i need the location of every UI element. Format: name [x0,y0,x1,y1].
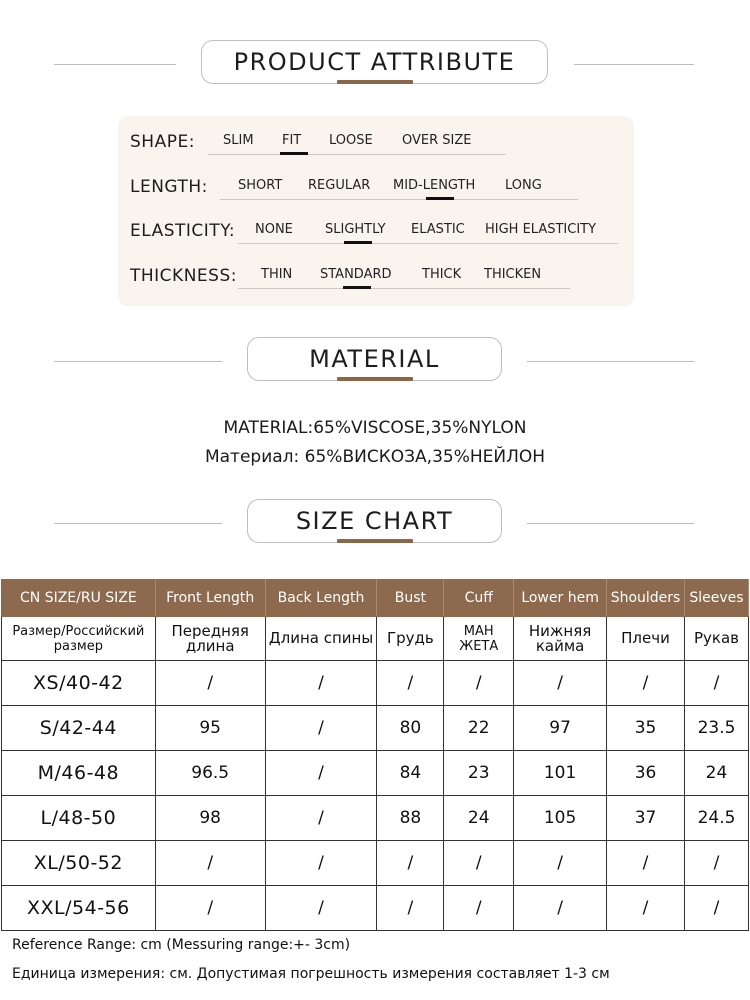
table-cell-size: XS/40-42 [2,661,156,706]
table-cell: / [155,841,265,886]
table-cell: / [607,886,685,931]
table-cell: 24 [685,751,749,796]
column-header-ru: Размер/Российский размер [2,617,156,661]
table-cell: 95 [155,706,265,751]
attribute-label: ELASTICITY: [130,221,236,241]
attribute-option: HIGH ELASTICITY [485,222,597,237]
table-row [2,751,749,796]
table-cell: / [444,886,514,931]
attribute-option: THIN [261,267,293,282]
attribute-underline [220,199,578,200]
selected-marker [426,197,454,200]
table-cell: 84 [377,751,444,796]
product-attribute-header [0,40,750,90]
column-header-ru: Нижняя кайма [514,617,607,661]
table-cell: 24 [444,796,514,841]
table-cell: 22 [444,706,514,751]
table-cell: / [444,661,514,706]
attribute-option: THICK [422,267,462,282]
table-cell: 101 [514,751,607,796]
table-cell: / [607,841,685,886]
header-accent-bar [337,539,413,543]
table-cell: / [685,886,749,931]
table-row [2,841,749,886]
table-cell: 96.5 [155,751,265,796]
table-cell: / [685,841,749,886]
table-cell: 88 [377,796,444,841]
table-cell: / [607,661,685,706]
column-header: Back Length [265,580,377,617]
column-header: Lower hem [514,580,607,617]
attribute-panel [118,116,634,306]
table-cell: / [265,796,377,841]
column-header-ru: Грудь [377,617,444,661]
column-header-ru: Передняя длина [155,617,265,661]
column-header-ru: Рукав [685,617,749,661]
header-divider-right [574,64,694,65]
attribute-label: LENGTH: [130,177,208,197]
column-header: CN SIZE/RU SIZE [2,580,156,617]
table-cell-size: XXL/54-56 [2,886,156,931]
table-cell: / [514,661,607,706]
reference-range-note-en: Reference Range: cm (Messuring range:+- 3cm) [12,937,351,953]
table-row [2,796,749,841]
material-title: MATERIAL [247,337,502,381]
table-cell: 105 [514,796,607,841]
material-composition-ru: Материал: 65%ВИСКОЗА,35%НЕЙЛОН [204,447,546,467]
table-cell: / [155,661,265,706]
selected-marker [344,241,372,244]
selected-marker [280,152,308,155]
table-cell: 37 [607,796,685,841]
size-chart-table [1,579,749,931]
header-divider-right [527,523,694,524]
table-row [2,661,749,706]
attribute-row-elasticity [130,219,630,249]
column-header: Bust [377,580,444,617]
attribute-option-selected: STANDARD [320,267,392,282]
reference-range-note-ru: Единица измерения: см. Допустимая погрешность измерения составляет 1-3 см [12,966,610,982]
size-chart-title: SIZE CHART [247,499,502,543]
product-attribute-title: PRODUCT ATTRIBUTE [201,40,548,84]
table-cell: / [265,706,377,751]
table-cell: 23 [444,751,514,796]
column-header: Sleeves [685,580,749,617]
table-cell: / [265,751,377,796]
attribute-option: NONE [255,222,293,237]
attribute-option: SHORT [238,178,283,193]
size-chart-header [0,499,750,549]
attribute-option: SLIM [223,133,254,148]
table-cell-size: XL/50-52 [2,841,156,886]
table-cell: 24.5 [685,796,749,841]
table-cell: / [514,886,607,931]
table-header-row-en [2,580,749,617]
column-header: Cuff [444,580,514,617]
attribute-row-shape [130,130,630,160]
table-cell-size: L/48-50 [2,796,156,841]
column-header-ru: Плечи [607,617,685,661]
table-cell: 36 [607,751,685,796]
attribute-option-selected: SLIGHTLY [325,222,386,237]
header-accent-bar [337,377,413,381]
attribute-underline [238,243,618,244]
column-header: Shoulders [607,580,685,617]
table-cell: / [265,886,377,931]
selected-marker [343,286,371,289]
attribute-label: THICKNESS: [130,266,237,286]
column-header-ru: МАН ЖЕТА [444,617,514,661]
material-header [0,337,750,387]
attribute-option: REGULAR [308,178,371,193]
attribute-option-selected: MID-LENGTH [393,178,476,193]
header-divider-left [54,523,222,524]
attribute-label: SHAPE: [130,132,195,152]
header-divider-right [527,361,694,362]
table-cell: 35 [607,706,685,751]
table-cell: 80 [377,706,444,751]
table-cell: / [265,841,377,886]
attribute-underline [208,154,506,155]
table-cell-size: M/46-48 [2,751,156,796]
table-cell: / [377,841,444,886]
table-row [2,706,749,751]
attribute-row-length [130,175,630,205]
column-header-ru: Длина спины [265,617,377,661]
material-composition-en: MATERIAL:65%VISCOSE,35%NYLON [223,418,527,438]
table-cell: 23.5 [685,706,749,751]
header-divider-left [54,361,222,362]
table-cell-size: S/42-44 [2,706,156,751]
table-cell: / [444,841,514,886]
attribute-option: LOOSE [329,133,373,148]
column-header: Front Length [155,580,265,617]
table-cell: 98 [155,796,265,841]
attribute-underline [238,288,570,289]
table-cell: / [377,661,444,706]
attribute-option-selected: FIT [282,133,302,148]
table-cell: / [377,886,444,931]
header-divider-left [54,64,176,65]
attribute-option: THICKEN [484,267,542,282]
attribute-option: ELASTIC [411,222,465,237]
table-header-row-ru [2,617,749,661]
attribute-row-thickness [130,264,630,294]
table-cell: 97 [514,706,607,751]
attribute-option: OVER SIZE [402,133,472,148]
header-accent-bar [337,80,413,84]
table-row [2,886,749,931]
table-cell: / [514,841,607,886]
table-cell: / [155,886,265,931]
attribute-option: LONG [505,178,542,193]
table-cell: / [265,661,377,706]
table-cell: / [685,661,749,706]
